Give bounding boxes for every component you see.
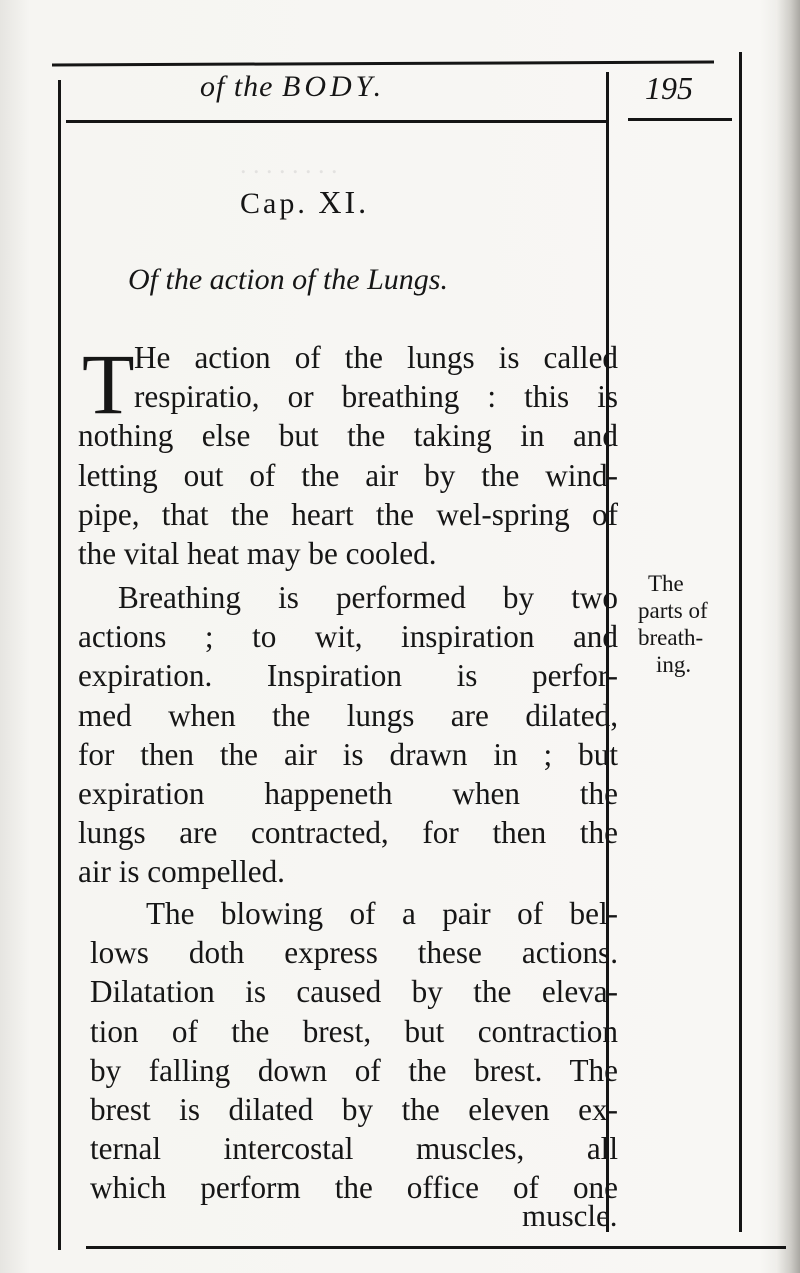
paragraph-3-line-5: by falling down of the brest. The <box>90 1052 618 1088</box>
margin-note-line-4: ing. <box>656 652 692 677</box>
chapter-heading <box>240 184 369 221</box>
paragraph-2-line-7: lungs are contracted, for then the <box>78 815 618 851</box>
paragraph-1-line-5: pipe, that the heart the wel-spring of <box>78 496 618 532</box>
paragraph-3-line-7: ternal intercostal muscles, all <box>90 1131 618 1167</box>
paragraph-2 <box>78 578 618 892</box>
margin-note-line-1: The <box>648 571 684 596</box>
paragraph-2-line-3: expiration. Inspiration is perfor- <box>78 658 618 694</box>
paragraph-3-line-4: tion of the brest, but contraction <box>90 1013 618 1049</box>
paragraph-2-line-5: for then the air is drawn in ; but <box>78 736 618 772</box>
running-header-prefix: of the <box>200 70 274 103</box>
margin-note <box>638 570 708 678</box>
paragraph-1-line-3: nothing else but the taking in and <box>78 418 618 454</box>
paragraph-2-line-1: Breathing is performed by two <box>118 580 618 615</box>
catchword: muscle. <box>522 1198 618 1233</box>
paragraph-1 <box>78 338 618 573</box>
margin-note-line-2: parts of <box>638 598 708 623</box>
paragraph-3-line-3: Dilatation is caused by the eleva- <box>90 974 618 1010</box>
page-number-underline <box>628 118 732 121</box>
margin-note-line-3: breath- <box>638 625 704 650</box>
paragraph-3 <box>90 894 618 1208</box>
bottom-rule <box>86 1246 786 1249</box>
paragraph-1-line-6: the vital heat may be cooled. <box>78 536 437 572</box>
page-edge <box>776 0 800 1273</box>
right-frame-rule <box>739 52 742 1232</box>
paragraph-1-line-4: letting out of the air by the wind- <box>78 457 618 493</box>
header-underline <box>66 120 606 123</box>
running-header <box>200 70 385 104</box>
drop-cap: T <box>82 336 135 432</box>
left-frame-rule <box>58 80 61 1250</box>
paragraph-3-line-6: brest is dilated by the eleven ex- <box>90 1092 618 1128</box>
running-header-caps: BODY. <box>282 70 386 103</box>
chapter-heading-prefix: Cap. <box>240 187 308 220</box>
paragraph-2-line-6: expiration happeneth when the <box>78 776 618 812</box>
top-rule <box>52 61 714 67</box>
chapter-number: XI. <box>318 184 370 220</box>
page-number: 195 <box>645 70 693 106</box>
show-through-text: . . . . . . . . <box>240 150 338 179</box>
paragraph-3-line-1: The blowing of a pair of bel- <box>146 896 618 931</box>
paragraph-2-line-8: air is compelled. <box>78 854 285 890</box>
paragraph-2-line-4: med when the lungs are dilated, <box>78 697 618 733</box>
chapter-title: Of the action of the Lungs. <box>128 263 448 296</box>
paragraph-3-line-8: which perform the office of one <box>90 1170 618 1206</box>
paragraph-1-line-2: respiratio, or breathing : this is <box>134 379 618 415</box>
paragraph-3-line-2: lows doth express these actions. <box>90 935 618 971</box>
paragraph-1-line-1: He action of the lungs is called <box>134 340 618 375</box>
paragraph-2-line-2: actions ; to wit, inspiration and <box>78 619 618 655</box>
